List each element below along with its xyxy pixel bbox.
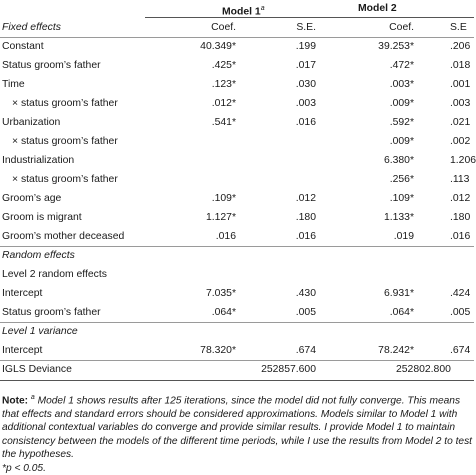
section-level1: Level 1 variance — [2, 326, 78, 337]
table-row — [0, 170, 474, 189]
coef2-value: .592* — [389, 117, 414, 128]
coef2-value: .472* — [389, 60, 414, 71]
table-row — [0, 151, 474, 170]
coef2-value: 6.931* — [383, 288, 414, 299]
se2-value: 1.206 — [450, 155, 476, 166]
deviance-row — [0, 360, 474, 379]
section-row — [0, 322, 474, 341]
note-prefix: Note: — [2, 395, 29, 407]
table-row — [0, 189, 474, 208]
se2-value: .005 — [450, 307, 471, 318]
se1-value: .005 — [295, 307, 316, 318]
coef1-value: .425* — [211, 60, 236, 71]
se2-value: .424 — [450, 288, 471, 299]
coef1-value: 1.127* — [205, 212, 236, 223]
coef2-value: 39.253* — [378, 41, 414, 52]
deviance-model1: 252857.600 — [261, 364, 316, 375]
coef1-value: .123* — [211, 79, 236, 90]
significance-note: *p < 0.05. — [2, 462, 46, 474]
table-row — [0, 208, 474, 227]
se2-value: .001 — [450, 79, 471, 90]
se2-value: .002 — [450, 136, 471, 147]
table-row — [0, 94, 474, 113]
coef2-value: .009* — [389, 136, 414, 147]
row-label: Industrialization — [2, 155, 75, 166]
se2-value: .113 — [450, 174, 470, 185]
coef2-value: .019 — [393, 231, 414, 242]
se2-value: .012 — [450, 193, 471, 204]
coef2-value: 1.133* — [383, 212, 414, 223]
row-label: Groom’s age — [2, 193, 62, 204]
row-label: Intercept — [2, 345, 43, 356]
coef1-header: Coef. — [211, 22, 236, 33]
table-row — [0, 284, 474, 303]
note-body: Model 1 shows results after 125 iterations, since the model did not fully converge. This means that effects and standard errors should be considered approximations. Models similar to Model 1 with additional contextual variables do converge and provide similar results. I provide Model 1 to maintain consistency between the models of the different time periods, while I use the results from Model 2 to test the hypotheses. — [2, 395, 475, 461]
model1-heading: Model 1$^a$ — [222, 5, 265, 18]
coef2-value: 78.242* — [378, 345, 414, 356]
coef2-value: .064* — [389, 307, 414, 318]
table-row — [0, 227, 474, 246]
se2-value: .206 — [450, 41, 471, 52]
section-row — [0, 246, 474, 265]
se2-value: .674 — [450, 345, 471, 356]
table-row — [0, 75, 474, 94]
deviance-model2: 252802.800 — [396, 364, 451, 375]
model2-heading: Model 2 — [358, 3, 397, 14]
coef2-value: 6.380* — [383, 155, 414, 166]
section-level2: Level 2 random effects — [2, 269, 107, 280]
section-fixed-effects: Fixed effects — [2, 22, 61, 33]
table-bottom-rule — [0, 380, 474, 381]
table-row — [0, 113, 474, 132]
se2-value: .021 — [450, 117, 471, 128]
column-header-row — [0, 18, 474, 37]
se2-header: S.E — [450, 22, 467, 33]
coef1-value: .109* — [211, 193, 236, 204]
coef1-value: .016 — [215, 231, 236, 242]
coef2-value: .256* — [389, 174, 414, 185]
se1-value: .012 — [295, 193, 316, 204]
table-row — [0, 132, 474, 151]
se2-value: .018 — [450, 60, 471, 71]
coef1-value: 40.349* — [200, 41, 236, 52]
row-label: Status groom’s father — [2, 307, 101, 318]
note-superscript: a — [30, 394, 35, 401]
se1-value: .016 — [295, 231, 316, 242]
se2-value: .180 — [450, 212, 471, 223]
coef1-value: 7.035* — [205, 288, 236, 299]
row-label: × status groom’s father — [12, 136, 118, 147]
se1-value: .180 — [295, 212, 316, 223]
coef1-value: .541* — [211, 117, 236, 128]
table-row — [0, 341, 474, 360]
coef1-value: 78.320* — [200, 345, 236, 356]
row-label: × status groom’s father — [12, 98, 118, 109]
coef2-header: Coef. — [389, 22, 414, 33]
table-row — [0, 56, 474, 75]
se1-value: .030 — [295, 79, 316, 90]
row-label: Groom is migrant — [2, 212, 82, 223]
se1-value: .199 — [295, 41, 316, 52]
coef1-value: .064* — [211, 307, 236, 318]
se2-value: .003 — [450, 98, 471, 109]
se1-value: .430 — [295, 288, 316, 299]
section-random-effects: Random effects — [2, 250, 75, 261]
se1-value: .016 — [295, 117, 316, 128]
coef2-value: .003* — [389, 79, 414, 90]
se1-value: .017 — [295, 60, 316, 71]
se1-header: S.E. — [296, 22, 316, 33]
table-note — [2, 391, 474, 475]
coef2-value: .109* — [389, 193, 414, 204]
coef1-value: .012* — [211, 98, 236, 109]
row-label: Status groom’s father — [2, 60, 101, 71]
deviance-label: IGLS Deviance — [2, 364, 72, 375]
row-label: Urbanization — [2, 117, 61, 128]
table-row — [0, 37, 474, 56]
model-header-row — [0, 0, 474, 18]
se2-value: .016 — [450, 231, 471, 242]
section-row — [0, 265, 474, 284]
coef2-value: .009* — [389, 98, 414, 109]
table-row — [0, 303, 474, 322]
row-label: × status groom’s father — [12, 174, 118, 185]
row-label: Constant — [2, 41, 44, 52]
row-label: Intercept — [2, 288, 43, 299]
row-label: Groom’s mother deceased — [2, 231, 125, 242]
se1-value: .674 — [295, 345, 316, 356]
se1-value: .003 — [295, 98, 316, 109]
row-label: Time — [2, 79, 25, 90]
